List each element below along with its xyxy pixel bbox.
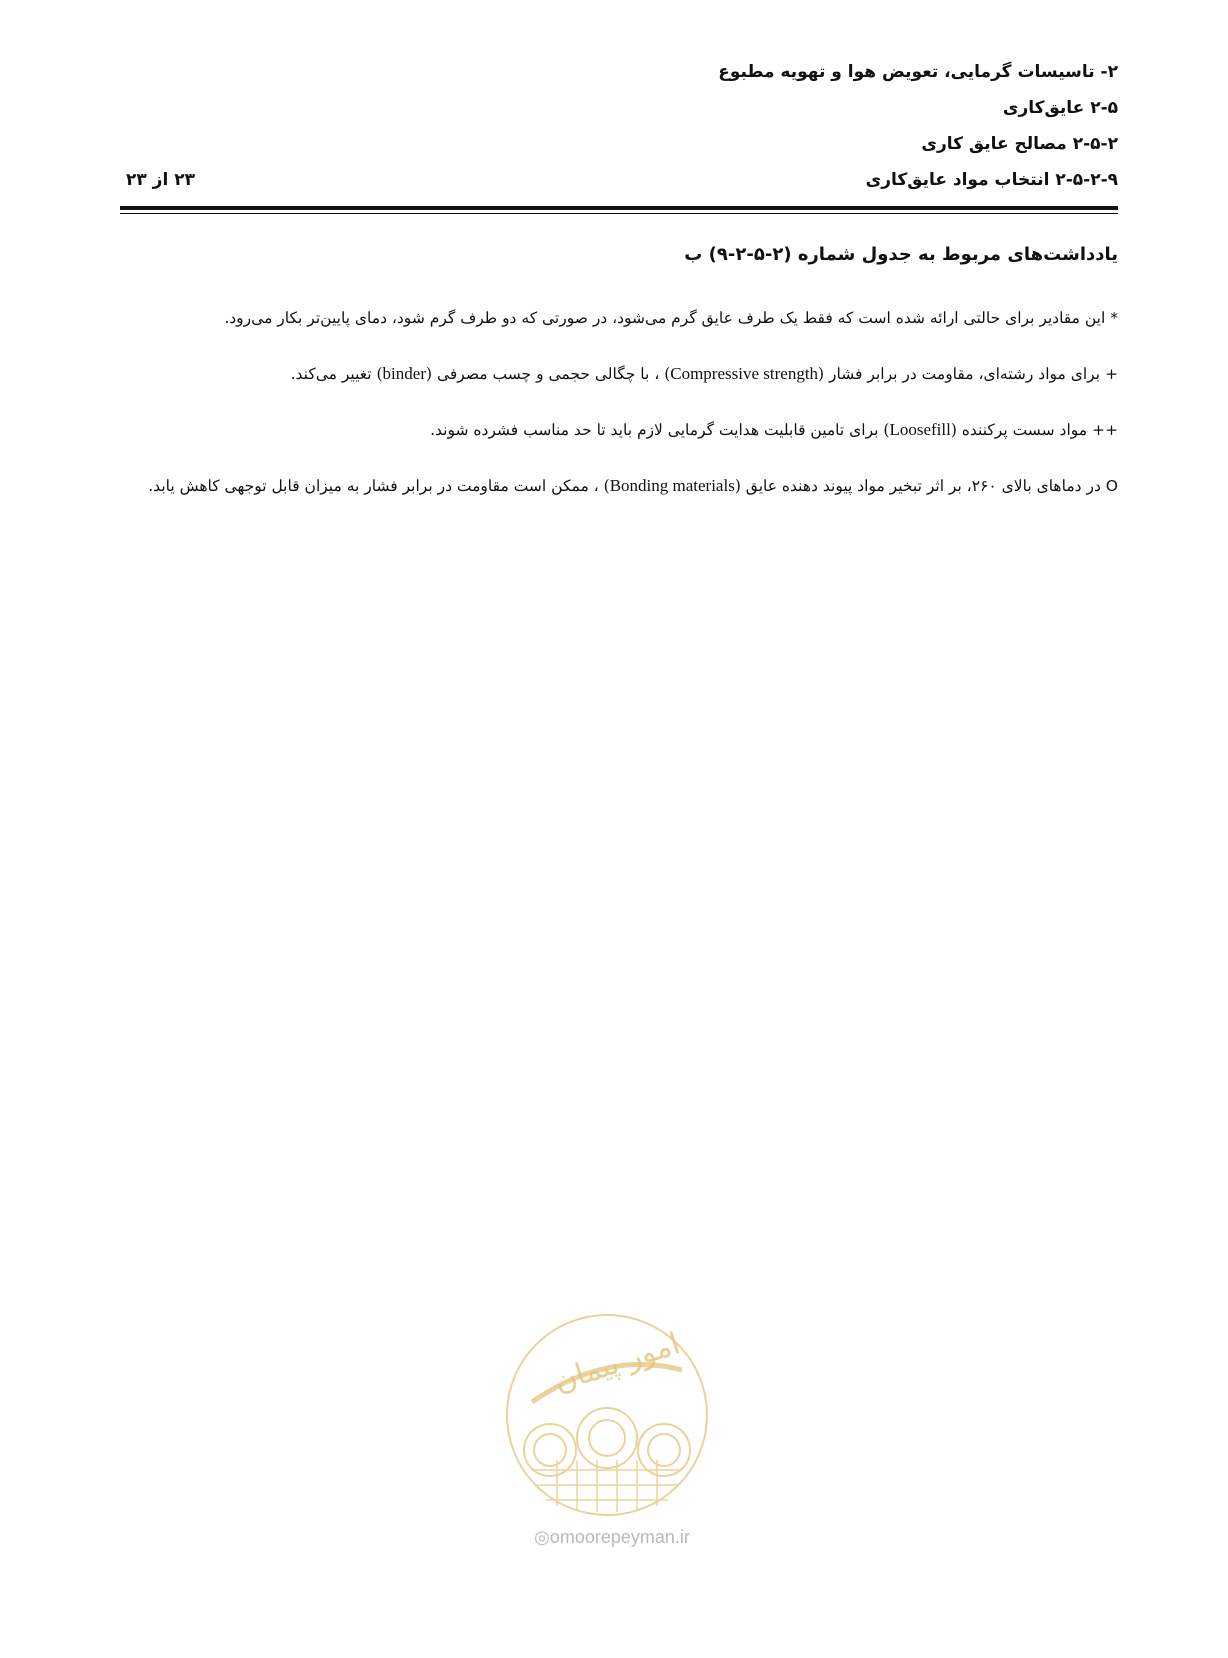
note-latin-term: Compressive strength	[670, 364, 819, 383]
header-rule-thin	[120, 213, 1118, 214]
gear-icon	[577, 1408, 637, 1468]
note-marker: O	[1105, 477, 1118, 495]
subsubsection-heading: ۲-۵-۲-۹ انتخاب مواد عایق‌کاری	[865, 170, 1118, 190]
table-notes	[120, 240, 1118, 514]
notes-title: یادداشت‌های مربوط به جدول شماره (۲-۵-۲-۹) ب	[684, 244, 1118, 265]
note-text: این مقادیر برای حالتی ارائه شده است که فقط یک طرف عایق گرم می‌شود، در صورتی که دو طرف گرم شود، دمای پایین‌تر بکار می‌رود.	[224, 309, 1106, 327]
header-rule-thick	[120, 206, 1118, 210]
note-marker: *	[1110, 309, 1118, 327]
watermark-logo	[502, 1310, 712, 1520]
note-text: ) ، ممکن است مقاومت در برابر فشار به میزان قابل توجهی کاهش یابد.	[148, 477, 610, 495]
note-marker: ++	[1092, 421, 1118, 439]
note-latin-term: Bonding materials	[609, 476, 735, 495]
page-header	[120, 62, 1118, 202]
note-text: ) برای تامین قابلیت هدایت گرمایی لازم باید تا حد مناسب فشرده شوند.	[430, 421, 890, 439]
page-counter: ۲۳ از ۲۳	[126, 170, 195, 190]
watermark-url-text: omoorepeyman.ir	[549, 1527, 690, 1547]
chapter-heading: ۲- تاسیسات گرمایی، تعویض هوا و تهویه مطبوع	[718, 62, 1118, 82]
note-item	[120, 346, 1118, 402]
note-text: ) تغییر می‌کند.	[290, 365, 383, 383]
gear-icon	[524, 1424, 576, 1476]
watermark-url	[512, 1527, 712, 1548]
note-text: ) ، با چگالی حجمی و چسب مصرفی (	[425, 365, 671, 383]
note-marker: +	[1105, 365, 1118, 383]
section-heading: ۲-۵ عایق‌کاری	[1002, 98, 1118, 118]
note-text: در دماهای بالای ۲۶۰، بر اثر تبخیر مواد پیوند دهنده عایق (	[734, 477, 1101, 495]
subsection-heading: ۲-۵-۲ مصالح عایق کاری	[921, 134, 1118, 154]
gear-icon	[638, 1424, 690, 1476]
note-item	[120, 458, 1118, 514]
note-latin-term: binder	[382, 364, 426, 383]
note-item	[120, 402, 1118, 458]
note-latin-term: Loosefill	[889, 420, 951, 439]
note-item	[120, 290, 1118, 346]
note-text: برای مواد رشته‌ای، مقاومت در برابر فشار (	[818, 365, 1101, 383]
watermark-logo-text: امور پیمان	[549, 1326, 685, 1400]
globe-icon: ◎	[534, 1527, 550, 1547]
note-text: مواد سست پرکننده (	[950, 421, 1088, 439]
